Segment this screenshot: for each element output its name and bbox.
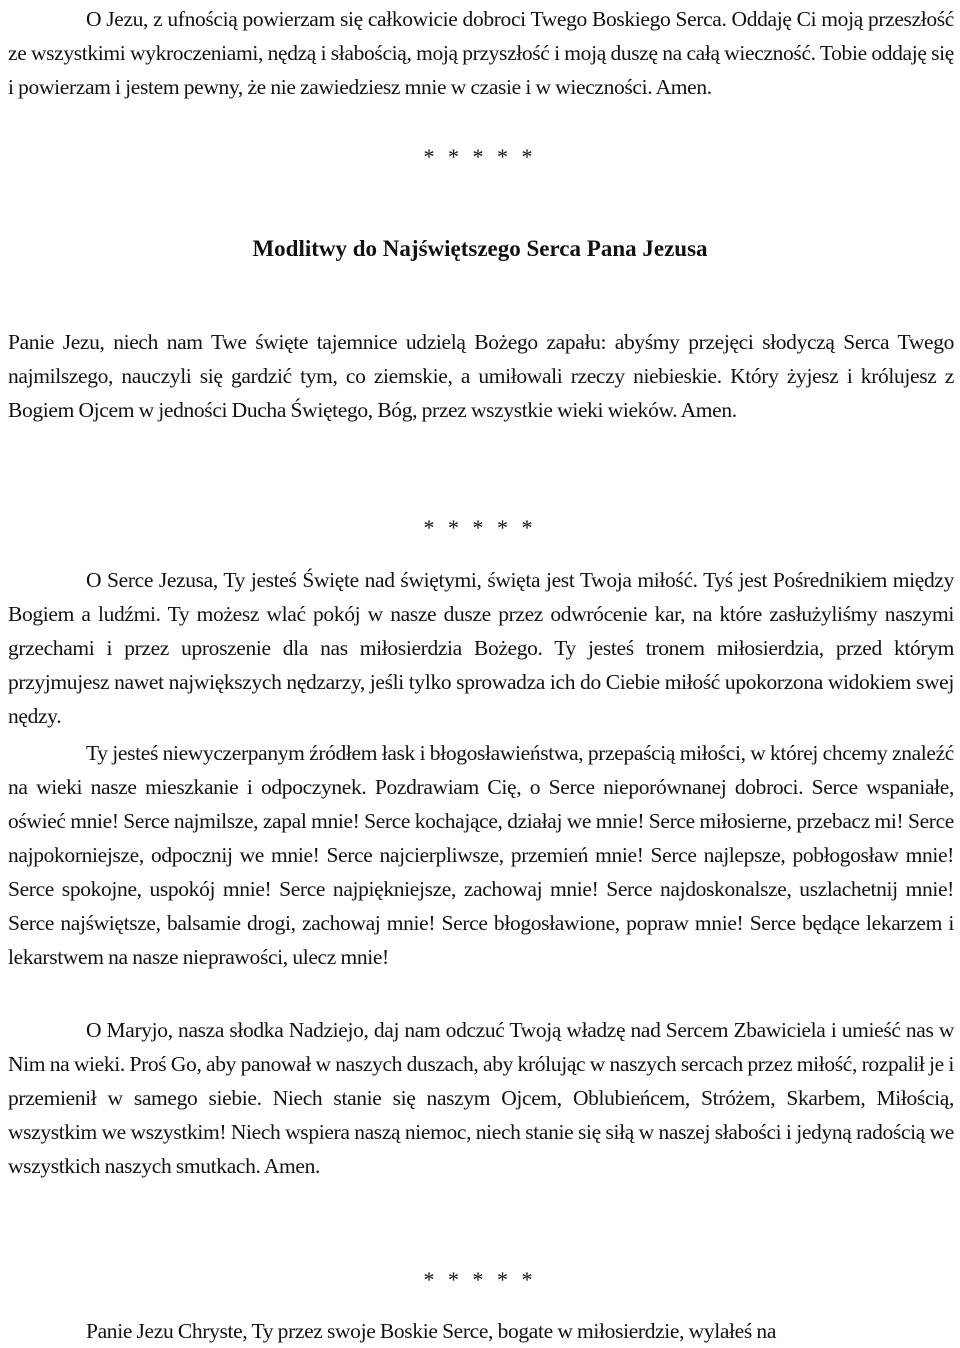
section-separator: * * * * * bbox=[423, 144, 537, 169]
prayer-paragraph-heart-of-jesus: O Serce Jezusa, Ty jesteś Święte nad świętymi, święta jest Twoja miłość. Tyś jest Pośrednikiem między Bogiem a ludźmi. Ty możesz wlać pokój w nasze dusze przez odwrócenie kar, na które zasłużyliśmy naszymi grzechami i przez uproszenie dla nas miłosierdzia Bożego. Ty jesteś tronem miłosierdzia, przed którym przyjmujesz nawet największych nędzarzy, jeśli tylko sprowadza ich do Ciebie miłość upokorzona widokiem swej nędzy. bbox=[8, 568, 954, 728]
prayer-paragraph-litany-of-heart: Ty jesteś niewyczerpanym źródłem łask i błogosławieństwa, przepaścią miłości, w której chcemy znaleźć na wieki nasze mieszkanie i odpoczynek. Pozdrawiam Cię, o Serce nieporównanej dobroci. Serce wspaniałe, oświeć mnie! Serce najmilsze, zapal mnie! Serce kochające, działaj we mnie! Serce miłosierne, przebacz mi! Serce najpokorniejsze, odpocznij we mnie! Serce najcierpliwsze, przemień mnie! Serce najlepsze, pobłogosław mnie! Serce spokojne, uspokój mnie! Serce najpiękniejsze, zachowaj mnie! Serce najdoskonalsze, uszlachetnij mnie! Serce najświętsze, balsamie drogi, zachowaj mnie! Serce błogosławione, popraw mnie! Serce będące lekarzem i lekarstwem na nasze nieprawości, ulecz mnie! bbox=[8, 741, 954, 969]
prayer-paragraph-holy-mysteries: Panie Jezu, niech nam Twe święte tajemnice udzielą Bożego zapału: abyśmy przejęci słodyczą Serca Twego najmilszego, nauczyli się gardzić tym, co ziemskie, a umiłowali rzeczy niebieskie. Który żyjesz i królujesz z Bogiem Ojcem w jedności Ducha Świętego, Bóg, przez wszystkie wieki wieków. Amen. bbox=[8, 330, 954, 422]
prayer-paragraph-lord-jesus-christ: Panie Jezu Chryste, Ty przez swoje Boskie Serce, bogate w miłosierdzie, wylałeś na bbox=[86, 1319, 777, 1343]
prayer-paragraph-entrustment: O Jezu, z ufnością powierzam się całkowicie dobroci Twego Boskiego Serca. Oddaję Ci moją przeszłość ze wszystkimi wykroczeniami, nędzą i słabością, moją przyszłość i moją duszę na całą wieczność. Tobie oddaję się i powierzam i jestem pewny, że nie zawiedziesz mnie w czasie i w wieczności. Amen. bbox=[8, 7, 954, 99]
section-separator: * * * * * bbox=[423, 515, 537, 540]
prayer-paragraph-to-mary: O Maryjo, nasza słodka Nadziejo, daj nam odczuć Twoją władzę nad Sercem Zbawiciela i umieść nas w Nim na wieki. Proś Go, aby panował w naszych duszach, aby królując w naszych sercach przez miłość, rozpalił je i przemienił w samego siebie. Niech stanie się naszym Ojcem, Oblubieńcem, Stróżem, Skarbem, Miłością, wszystkim we wszystkim! Niech wspiera naszą niemoc, niech stanie się siłą w naszej słabości i jedyną radością we wszystkich naszych smutkach. Amen. bbox=[8, 1018, 954, 1178]
section-separator: * * * * * bbox=[423, 1267, 537, 1292]
section-title: Modlitwy do Najświętszego Serca Pana Jezusa bbox=[252, 236, 708, 261]
